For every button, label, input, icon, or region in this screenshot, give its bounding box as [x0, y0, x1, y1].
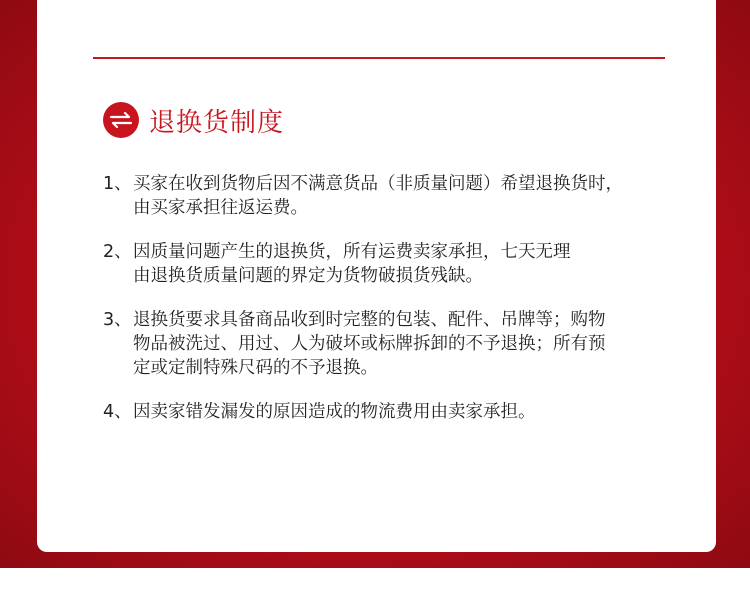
item-number: 1、 — [103, 174, 132, 194]
list-item — [103, 240, 663, 288]
item-number: 2、 — [103, 242, 132, 262]
list-item — [103, 308, 663, 380]
rules-list — [103, 172, 663, 444]
item-text: 退换货要求具备商品收到时完整的包装、配件、吊牌等；购物 物品被洗过、用过、人为破坏或标牌拆卸的不予退换；所有预 定或定制特殊尺码的不予退换。 — [133, 310, 606, 378]
item-number: 3、 — [103, 310, 132, 330]
item-number: 4、 — [103, 402, 132, 422]
section-heading — [103, 100, 284, 140]
item-text: 因卖家错发漏发的原因造成的物流费用由卖家承担。 — [133, 402, 536, 422]
list-item — [103, 172, 663, 220]
exchange-arrows-icon — [103, 102, 139, 138]
item-text: 因质量问题产生的退换货，所有运费卖家承担，七天无理 由退换货质量问题的界定为货物破损货残缺。 — [133, 242, 571, 286]
section-title: 退换货制度 — [149, 107, 285, 138]
item-text: 买家在收到货物后因不满意货品（非质量问题）希望退换货时， 由买家承担往返运费。 — [133, 174, 623, 218]
top-divider — [93, 57, 665, 59]
list-item — [103, 400, 663, 424]
